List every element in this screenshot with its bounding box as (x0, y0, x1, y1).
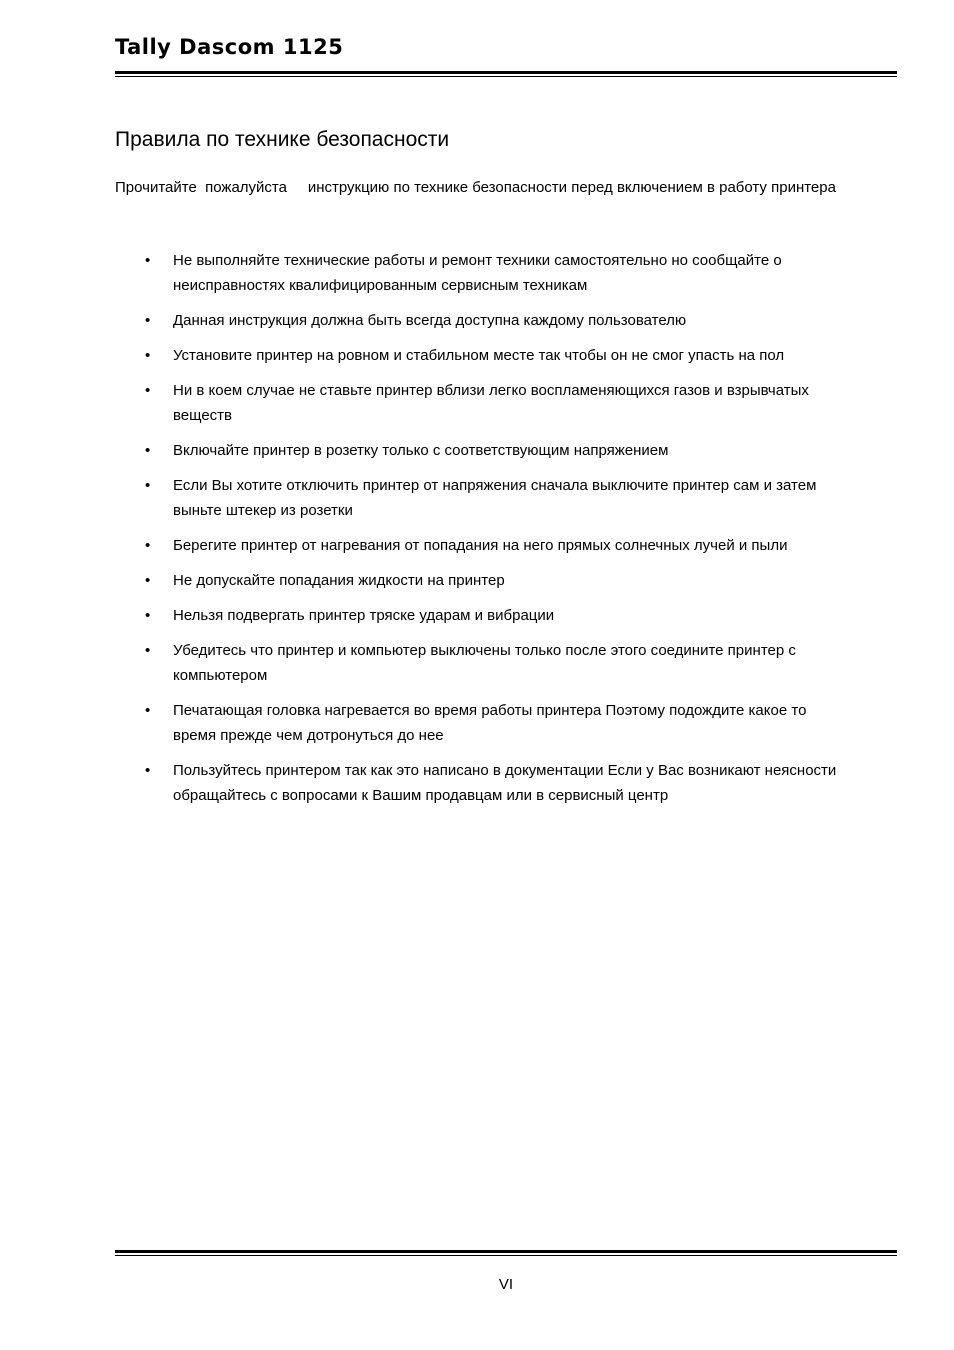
bullet-icon: • (145, 762, 151, 779)
bullet-icon: • (145, 642, 151, 659)
list-item-text: Если Вы хотите отключить принтер от напряжения сначала выключите принтер сам и затем выньте штекер из розетки (173, 477, 817, 519)
list-item-text: Ни в коем случае не ставьте принтер вблизи легко воспламеняющихся газов и взрывчатых веществ (173, 382, 809, 424)
safety-rules-list (145, 248, 905, 818)
section-title: Правила по технике безопасности (115, 128, 450, 151)
bullet-icon: • (145, 537, 151, 554)
page-number: VI (498, 1276, 514, 1293)
list-item-text: Не допускайте попадания жидкости на принтер (173, 572, 505, 589)
bullet-icon: • (145, 607, 151, 624)
bullet-icon: • (145, 347, 151, 364)
list-item (145, 638, 905, 688)
list-item (145, 308, 905, 333)
footer-rule-thin (115, 1255, 897, 1256)
footer-rule-thick (115, 1250, 897, 1253)
list-item-text: Не выполняйте технические работы и ремонт техники самостоятельно но сообщайте о неисправностях квалифицированным сервисным техникам (173, 252, 782, 294)
list-item (145, 248, 905, 298)
list-item-text: Данная инструкция должна быть всегда доступна каждому пользователю (173, 312, 687, 329)
list-item (145, 533, 905, 558)
list-item-text: Нельзя подвергать принтер тряске ударам и вибрации (173, 607, 555, 624)
list-item-text: Убедитесь что принтер и компьютер выключены только после этого соедините принтер с компьютером (173, 642, 796, 684)
bullet-icon: • (145, 702, 151, 719)
header-rule-thin (115, 76, 897, 77)
list-item (145, 343, 905, 368)
bullet-icon: • (145, 312, 151, 329)
bullet-icon: • (145, 382, 151, 399)
list-item-text: Пользуйтесь принтером так как это написано в документации Если у Вас возникают неясности обращайтесь с вопросами к Вашим продавцам или в сервисный центр (173, 762, 837, 804)
bullet-icon: • (145, 572, 151, 589)
list-item (145, 698, 905, 748)
bullet-icon: • (145, 442, 151, 459)
document-header-title: Tally Dascom 1125 (115, 35, 344, 59)
header-rule-thick (115, 71, 897, 74)
list-item (145, 603, 905, 628)
list-item (145, 473, 905, 523)
list-item (145, 568, 905, 593)
list-item (145, 378, 905, 428)
list-item-text: Установите принтер на ровном и стабильном месте так чтобы он не смог упасть на пол (173, 347, 785, 364)
intro-paragraph: Прочитайте пожалуйста инструкцию по технике безопасности перед включением в работу принтера (115, 179, 836, 196)
bullet-icon: • (145, 477, 151, 494)
list-item (145, 758, 905, 808)
list-item-text: Берегите принтер от нагревания от попадания на него прямых солнечных лучей и пыли (173, 537, 788, 554)
list-item-text: Печатающая головка нагревается во время работы принтера Поэтому подождите какое то время прежде чем дотронуться до нее (173, 702, 807, 744)
bullet-icon: • (145, 252, 151, 269)
list-item-text: Включайте принтер в розетку только с соответствующим напряжением (173, 442, 669, 459)
list-item (145, 438, 905, 463)
